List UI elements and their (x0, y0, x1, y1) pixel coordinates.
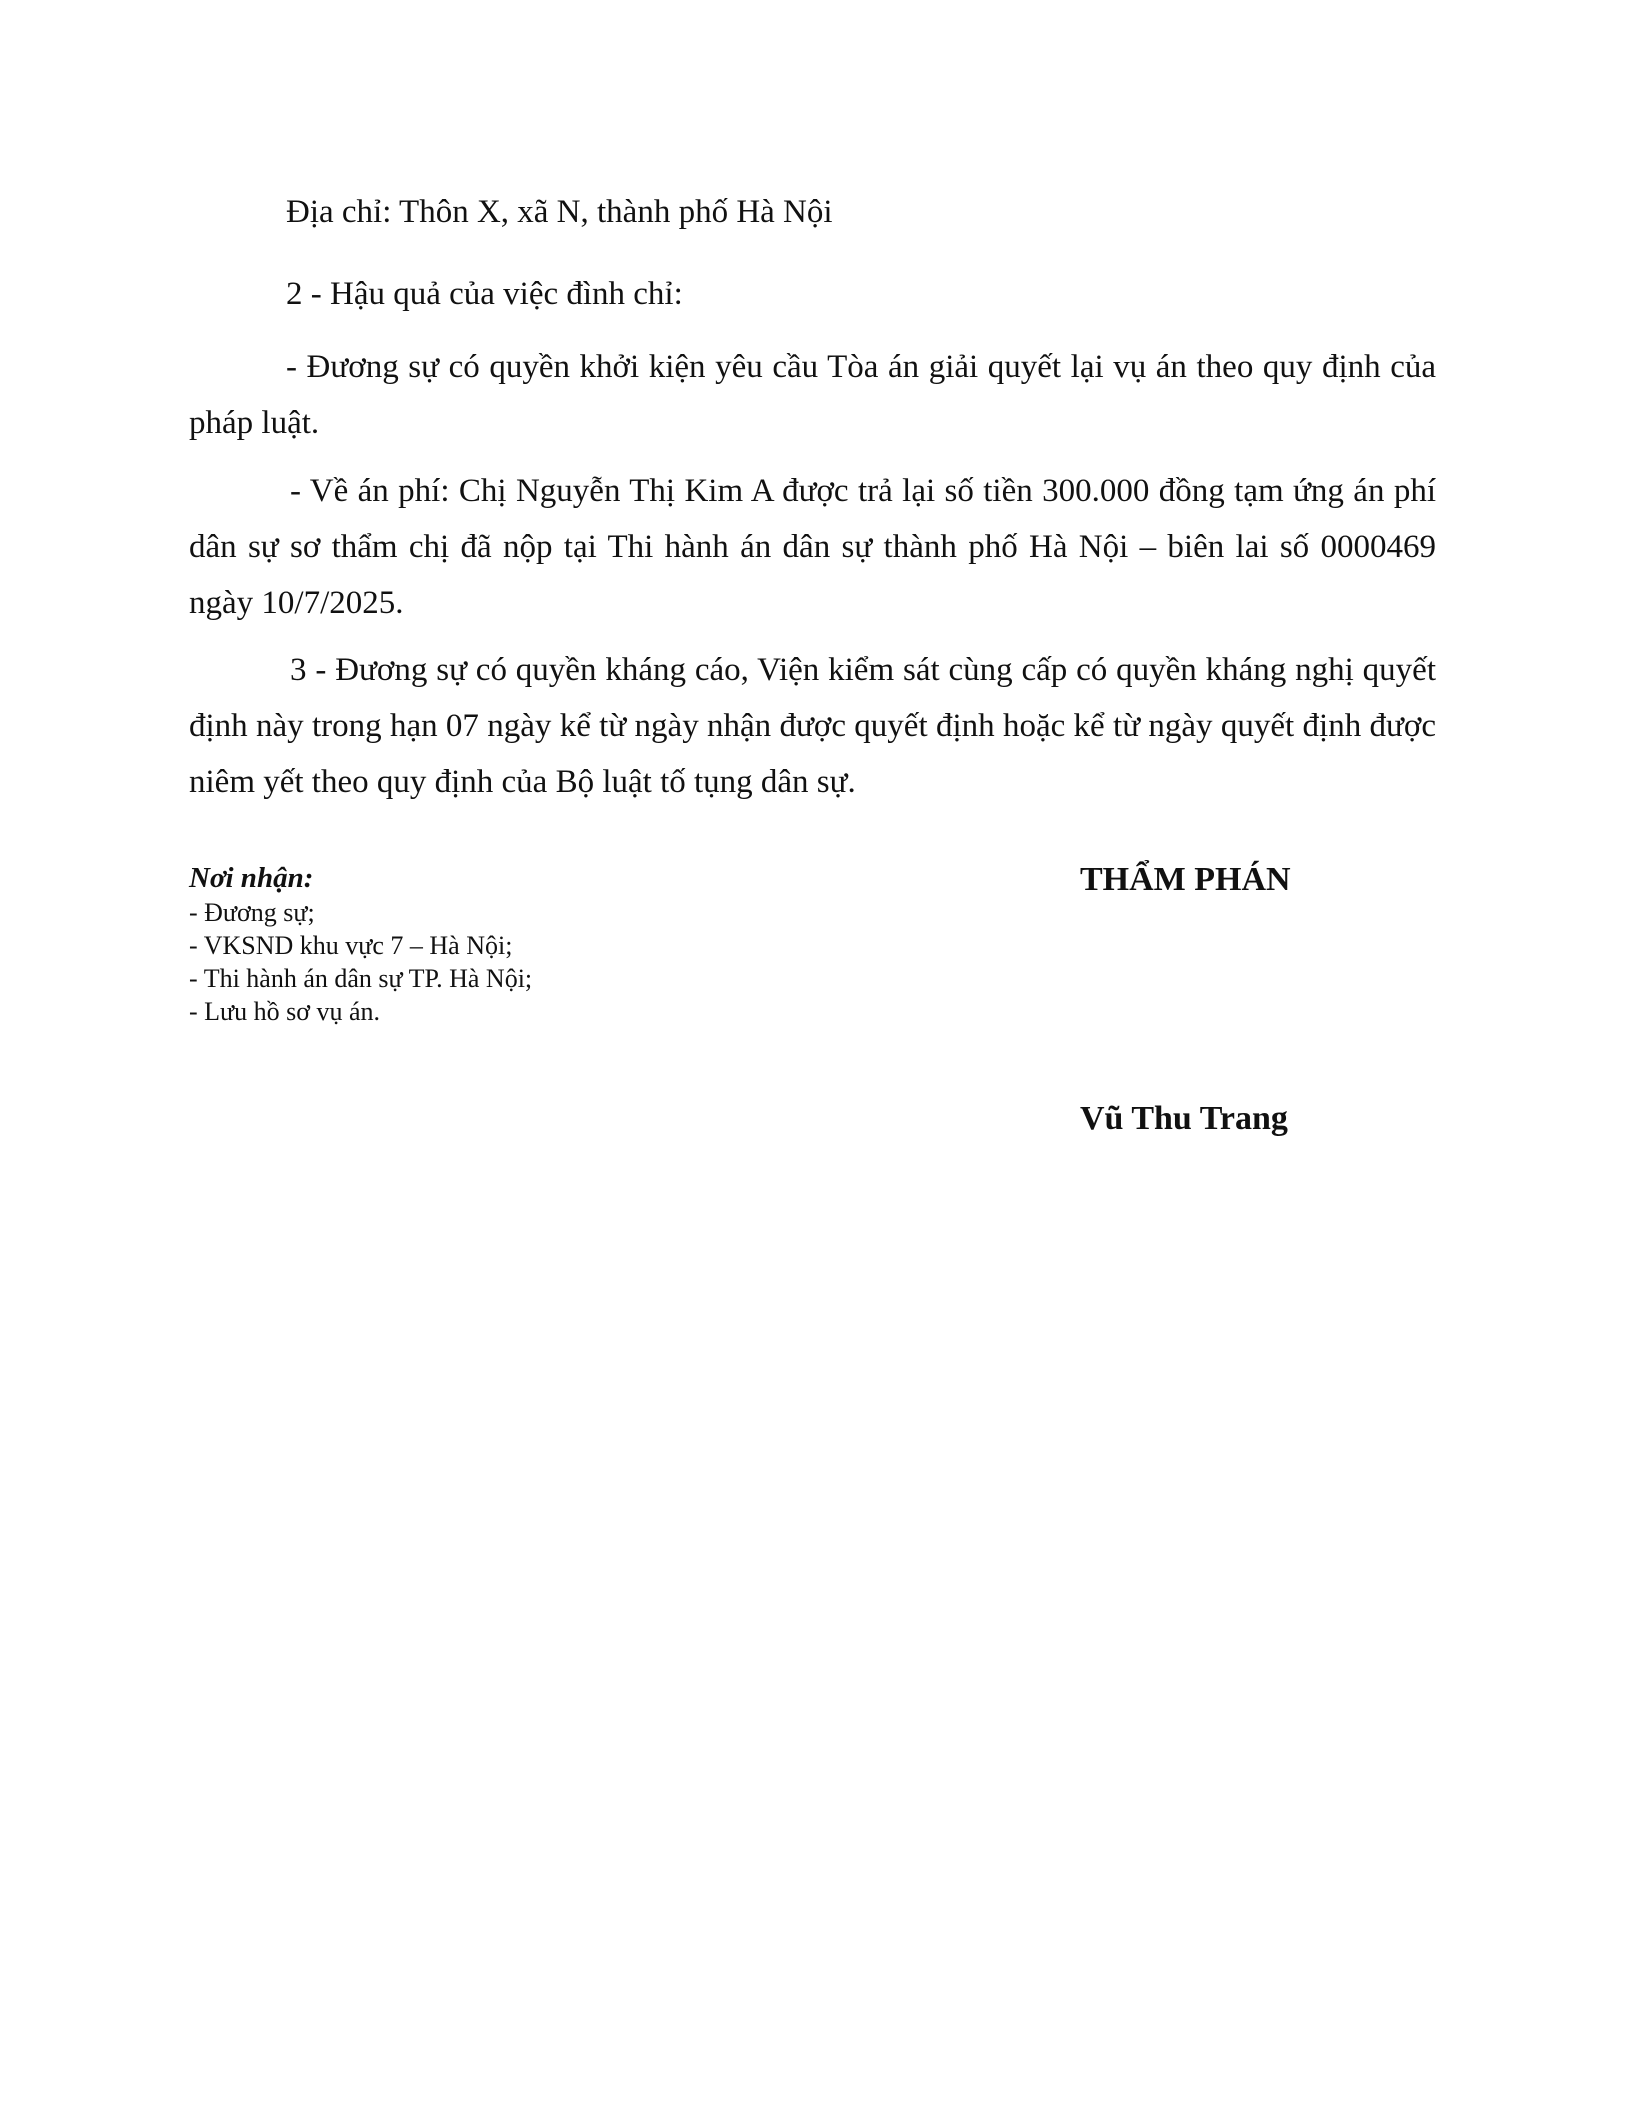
signature-title: THẨM PHÁN (1080, 861, 1291, 898)
recipients-list (189, 896, 532, 1028)
recipient-item: - Lưu hồ sơ vụ án. (189, 997, 381, 1026)
recipient-item: - VKSND khu vực 7 – Hà Nội; (189, 931, 513, 960)
recipients-block (189, 860, 532, 1028)
recipient-item: - Đương sự; (189, 898, 315, 927)
section-2-right-paragraph: - Đương sự có quyền khởi kiện yêu cầu Tòa án giải quyết lại vụ án theo quy định của pháp luật. (189, 349, 1436, 441)
signer-name: Vũ Thu Trang (1080, 1100, 1288, 1137)
recipients-title: Nơi nhận: (189, 862, 314, 894)
recipient-item: - Thi hành án dân sự TP. Hà Nội; (189, 964, 533, 993)
address-line: Địa chỉ: Thôn X, xã N, thành phố Hà Nội (286, 194, 833, 230)
section-2-fee-paragraph: - Về án phí: Chị Nguyễn Thị Kim A được trả lại số tiền 300.000 đồng tạm ứng án phí dân sự sơ thẩm chị đã nộp tại Thi hành án dân sự thành phố Hà Nội – biên lai số 0000469 ngày 10/7/2025. (189, 473, 1436, 621)
section-3-paragraph: 3 - Đương sự có quyền kháng cáo, Viện kiểm sát cùng cấp có quyền kháng nghị quyết định này trong hạn 07 ngày kể từ ngày nhận được quyết định hoặc kể từ ngày quyết định được niêm yết theo quy định của Bộ luật tố tụng dân sự. (189, 652, 1436, 800)
section-2-heading: 2 - Hậu quả của việc đình chỉ: (286, 276, 683, 312)
